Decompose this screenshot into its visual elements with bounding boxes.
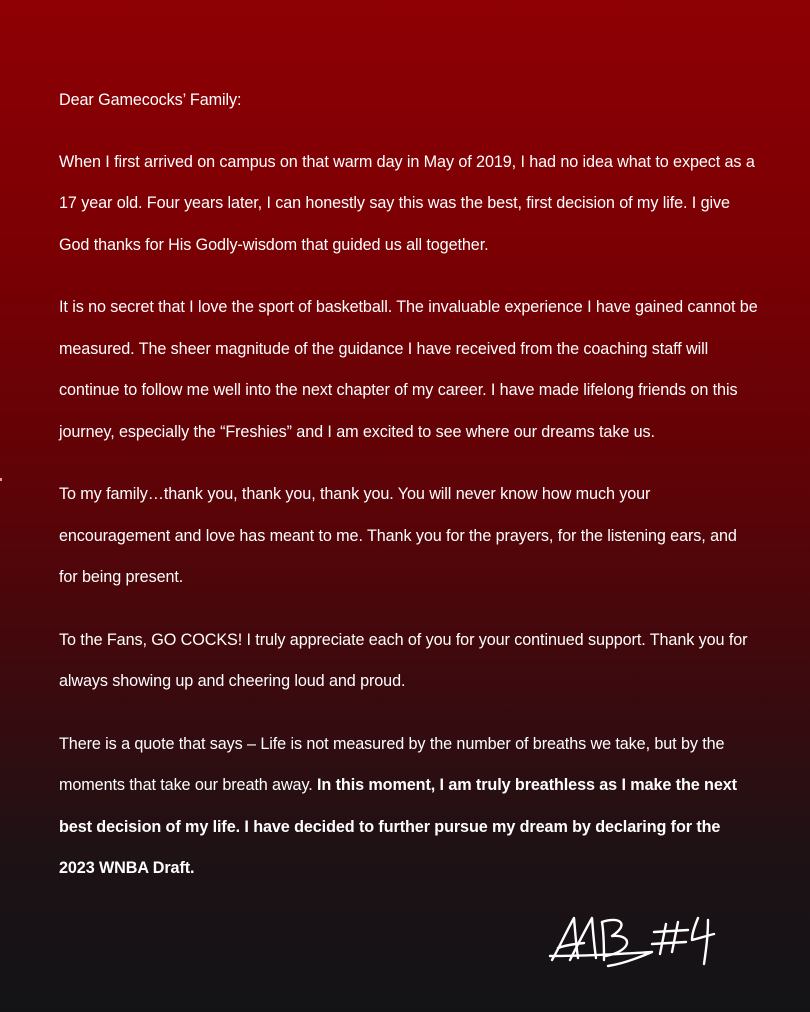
letter-paragraph-1: When I first arrived on campus on that warm day in May of 2019, I had no idea what to expect as a 17 year old. Four years later, I can honestly say this was the best, first decision of my life. I give God thanks for His Godly-wisdom that guided us all together. xyxy=(59,152,755,254)
letter-paragraph-4: To the Fans, GO COCKS! I truly appreciate each of you for your continued support. Thank you for always showing up and cheering loud and proud. xyxy=(59,630,748,690)
letter-salutation: Dear Gamecocks’ Family: xyxy=(59,91,242,109)
letter-paragraph-3: To my family…thank you, thank you, thank you. You will never know how much your encouragement and love has meant to me. Thank you for the prayers, for the listening ears, and for being present. xyxy=(59,485,737,586)
letter-paragraph-2: It is no secret that I love the sport of basketball. The invaluable experience I have gained cannot be measured. The sheer magnitude of the guidance I have received from the coaching staff will continue to follow me well into the next chapter of my career. I have made lifelong friends on this journey, especially the “Freshies” and I am excited to see where our dreams take us. xyxy=(59,298,758,441)
letter-paragraph-5-bold: In this moment, I am truly breathless as I make the next best decision of my life. I have decided to further pursue my dream by declaring for the 2023 WNBA Draft. xyxy=(59,776,737,877)
letter-paragraph-5-regular: There is a quote that says – Life is not measured by the number of breaths we take, but by the moments that take our breath away. xyxy=(59,734,725,794)
handwritten-signature xyxy=(548,910,718,970)
edge-mark xyxy=(0,478,2,481)
letter-paragraph-5 xyxy=(59,724,759,890)
letter-body xyxy=(59,80,759,911)
